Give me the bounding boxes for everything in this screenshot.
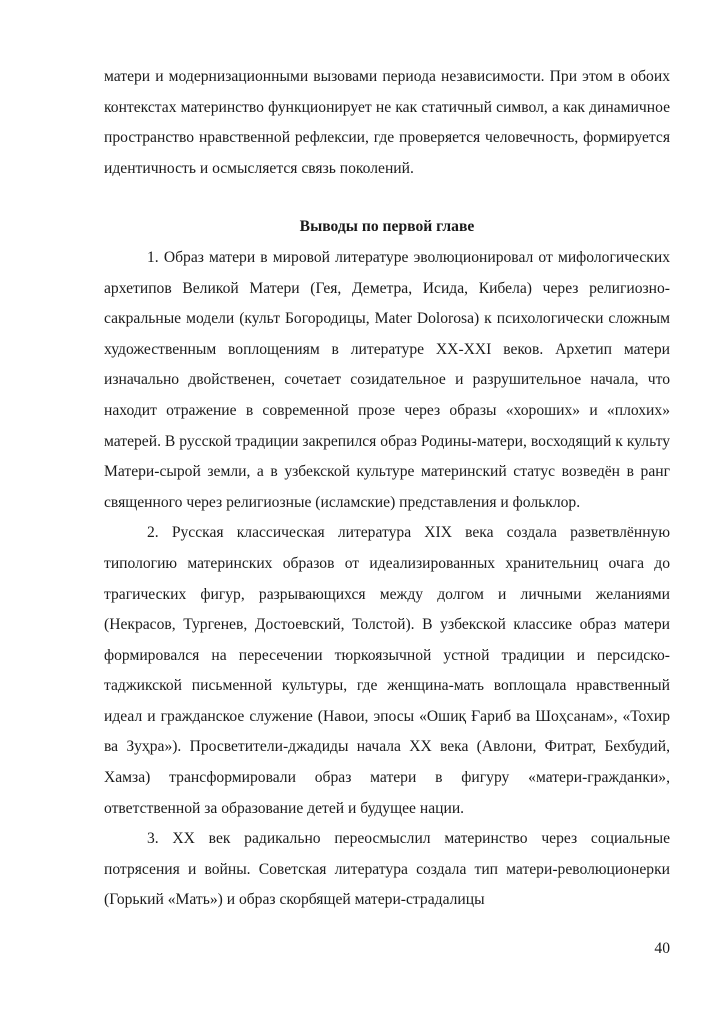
- document-page: [104, 62, 670, 916]
- page-number: 40: [654, 940, 670, 957]
- intro-paragraph: матери и модернизационными вызовами периода независимости. При этом в обоих контекстах материнство функционирует не как статичный символ, а как динамичное пространство нравственной рефлексии, где проверяется человечность, формируется идентичность и осмысляется связь поколений.: [104, 68, 670, 177]
- conclusion-paragraph-3: 3. XX век радикально переосмыслил материнство через социальные потрясения и войны. Советская литература создала тип матери-революционерки (Горький «Мать») и образ скорбящей матери-страдалицы: [104, 830, 670, 909]
- conclusion-paragraph-1: 1. Образ матери в мировой литературе эволюционировал от мифологических архетипов Великой Матери (Гея, Деметра, Исида, Кибела) через религиозно-сакральные модели (культ Богородицы, Mater Dolorosa) к психологически сложным художественным воплощениям в литературе XX-XXI веков. Архетип матери изначально двойственен, сочетает созидательное и разрушительное начала, что находит отражение в современной прозе через образы «хороших» и «плохих» матерей. В русской традиции закрепился образ Родины-матери, восходящий к культу Матери-сырой земли, а в узбекской культуре материнский статус возведён в ранг священного через религиозные (исламские) представления и фольклор.: [104, 248, 670, 511]
- section-heading: Выводы по первой главе: [299, 218, 475, 236]
- conclusion-paragraph-2: 2. Русская классическая литература XIX века создала разветвлённую типологию материнских образов от идеализированных хранительниц очага до трагических фигур, разрывающихся между долгом и личными желаниями (Некрасов, Тургенев, Достоевский, Толстой). В узбекской классике образ матери формировался на пересечении тюркоязычной устной традиции и персидско-таджикской письменной культуры, где женщина-мать воплощала нравственный идеал и гражданское служение (Навои, эпосы «Ошиқ Ғариб ва Шоҳсанам», «Тохир ва Зуҳра»). Просветители-джадиды начала XX века (Авлони, Фитрат, Бехбудий, Хамза) трансформировали образ матери в фигуру «матери-гражданки», ответственной за образование детей и будущее нации.: [104, 524, 670, 817]
